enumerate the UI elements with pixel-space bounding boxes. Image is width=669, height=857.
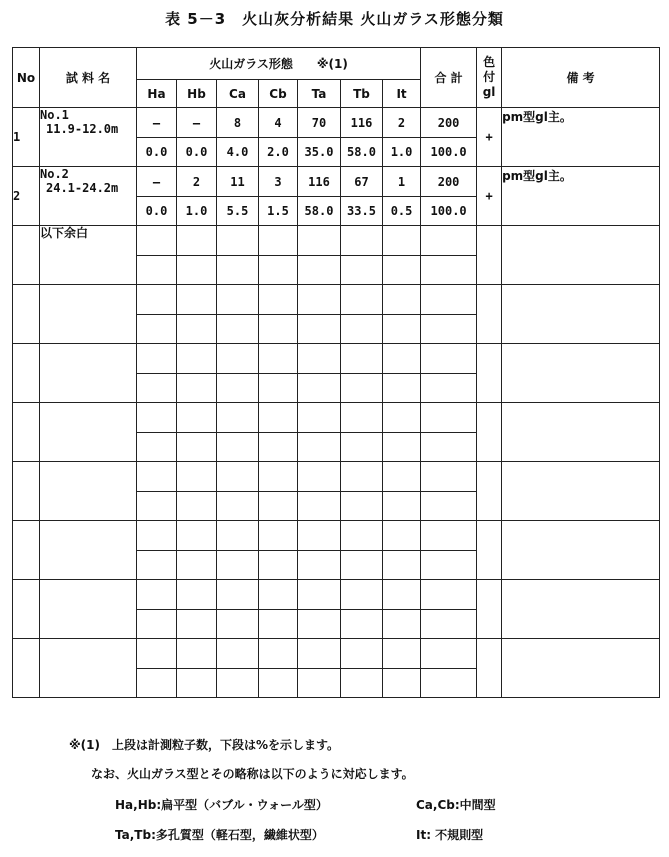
empty-cell [217, 285, 259, 315]
empty-cell [298, 374, 341, 403]
percent-cell: 5.5 [217, 197, 259, 226]
empty-cell [341, 256, 383, 285]
empty-cell [341, 610, 383, 639]
empty-cell [298, 403, 341, 433]
empty-cell [259, 256, 298, 285]
note-it: It: 不規則型 [416, 828, 484, 842]
empty-cell [259, 492, 298, 521]
empty-cell [298, 433, 341, 462]
empty-cell [137, 669, 177, 698]
note-1: ※(1) 上段は計測粒子数，下段は%を示します。 [69, 738, 340, 752]
empty-cell [177, 669, 217, 698]
empty-cell [177, 226, 217, 256]
empty-cell [341, 551, 383, 580]
empty-cell [137, 492, 177, 521]
empty-remark [502, 285, 660, 344]
empty-cell [298, 551, 341, 580]
empty-sample [40, 462, 137, 521]
empty-cell [259, 226, 298, 256]
percent-cell: 1.0 [177, 197, 217, 226]
percent-cell: 4.0 [217, 138, 259, 167]
empty-cell [137, 433, 177, 462]
empty-remark [502, 521, 660, 580]
empty-remark [502, 344, 660, 403]
count-cell: 2 [383, 108, 421, 138]
empty-row [13, 344, 660, 374]
table-row [13, 108, 660, 138]
percent-cell: 0.0 [177, 138, 217, 167]
empty-cell [259, 580, 298, 610]
empty-cell [137, 521, 177, 551]
header-colored: 色付gl [477, 48, 502, 108]
count-cell: 116 [341, 108, 383, 138]
empty-colored [477, 462, 502, 521]
empty-cell [217, 315, 259, 344]
sample-id: No.2 [40, 167, 69, 181]
empty-cell [177, 315, 217, 344]
empty-cell [177, 639, 217, 669]
header-type-ha: Ha [137, 80, 177, 108]
empty-cell [383, 256, 421, 285]
empty-cell [341, 669, 383, 698]
empty-cell [341, 521, 383, 551]
empty-no [13, 521, 40, 580]
empty-cell [421, 374, 477, 403]
empty-cell [421, 226, 477, 256]
empty-cell [421, 462, 477, 492]
percent-cell: 1.5 [259, 197, 298, 226]
empty-cell [217, 256, 259, 285]
glass-morphology-table [12, 47, 660, 698]
empty-cell [259, 669, 298, 698]
empty-cell [383, 610, 421, 639]
empty-cell [298, 256, 341, 285]
empty-cell [259, 462, 298, 492]
empty-cell [421, 551, 477, 580]
empty-cell [341, 315, 383, 344]
empty-cell [341, 285, 383, 315]
percent-cell: 33.5 [341, 197, 383, 226]
empty-cell [259, 344, 298, 374]
remark-cell: pm型gl主。 [502, 167, 660, 226]
empty-cell [383, 344, 421, 374]
empty-colored [477, 403, 502, 462]
count-cell: 8 [217, 108, 259, 138]
empty-no [13, 226, 40, 285]
header-no: No [13, 48, 40, 108]
empty-cell [341, 639, 383, 669]
empty-sample [40, 344, 137, 403]
empty-cell [421, 492, 477, 521]
header-type-ta: Ta [298, 80, 341, 108]
count-cell: 67 [341, 167, 383, 197]
percent-cell: 0.0 [137, 138, 177, 167]
empty-cell [383, 669, 421, 698]
empty-cell [217, 344, 259, 374]
empty-remark [502, 462, 660, 521]
empty-cell [137, 639, 177, 669]
header-type-ca: Ca [217, 80, 259, 108]
empty-cell [421, 669, 477, 698]
empty-cell [259, 610, 298, 639]
colored-glass: + [477, 167, 502, 226]
empty-cell [177, 433, 217, 462]
empty-cell [298, 226, 341, 256]
count-cell: 116 [298, 167, 341, 197]
empty-cell [137, 610, 177, 639]
empty-colored [477, 580, 502, 639]
empty-colored [477, 639, 502, 698]
header-glass-group: 火山ガラス形態 ※(1) [137, 48, 421, 80]
empty-no [13, 639, 40, 698]
empty-cell [177, 610, 217, 639]
empty-cell [217, 433, 259, 462]
percent-cell: 2.0 [259, 138, 298, 167]
count-cell: 3 [259, 167, 298, 197]
empty-cell [217, 610, 259, 639]
empty-remark [502, 580, 660, 639]
empty-cell [177, 492, 217, 521]
empty-cell [259, 551, 298, 580]
empty-cell [341, 492, 383, 521]
empty-no [13, 580, 40, 639]
empty-cell [259, 433, 298, 462]
empty-cell [137, 285, 177, 315]
empty-cell [383, 226, 421, 256]
empty-cell [137, 403, 177, 433]
remark-cell: pm型gl主。 [502, 108, 660, 167]
empty-no [13, 285, 40, 344]
empty-cell [217, 462, 259, 492]
empty-remark [502, 403, 660, 462]
empty-cell [259, 521, 298, 551]
empty-cell [421, 403, 477, 433]
empty-no [13, 344, 40, 403]
header-type-it: It [383, 80, 421, 108]
empty-cell [383, 639, 421, 669]
table-title: 表 5－3 火山灰分析結果 火山ガラス形態分類 [165, 10, 504, 28]
empty-cell [217, 492, 259, 521]
empty-row [13, 580, 660, 610]
empty-cell [217, 639, 259, 669]
percent-cell: 58.0 [298, 197, 341, 226]
empty-cell [177, 403, 217, 433]
empty-cell [421, 344, 477, 374]
empty-sample [40, 521, 137, 580]
empty-no [13, 403, 40, 462]
empty-cell [137, 226, 177, 256]
empty-cell [341, 374, 383, 403]
sample-name [40, 108, 137, 167]
empty-cell [383, 580, 421, 610]
percent-cell: 0.0 [137, 197, 177, 226]
header-type-hb: Hb [177, 80, 217, 108]
count-cell: 11 [217, 167, 259, 197]
empty-cell [383, 521, 421, 551]
percent-cell: 35.0 [298, 138, 341, 167]
row-no: 2 [13, 167, 40, 226]
empty-cell [298, 521, 341, 551]
empty-cell [298, 580, 341, 610]
empty-cell [177, 580, 217, 610]
count-cell: 4 [259, 108, 298, 138]
empty-cell [217, 551, 259, 580]
empty-colored [477, 521, 502, 580]
empty-cell [177, 551, 217, 580]
empty-cell [217, 226, 259, 256]
header-remarks: 備 考 [502, 48, 660, 108]
empty-cell [259, 285, 298, 315]
empty-sample [40, 639, 137, 698]
empty-cell [421, 285, 477, 315]
sample-id: No.1 [40, 108, 69, 122]
empty-cell [421, 433, 477, 462]
empty-cell [177, 521, 217, 551]
empty-cell [298, 639, 341, 669]
empty-cell [137, 315, 177, 344]
empty-cell [298, 610, 341, 639]
empty-cell [137, 344, 177, 374]
percent-total: 100.0 [421, 197, 477, 226]
empty-cell [383, 492, 421, 521]
empty-cell [421, 315, 477, 344]
empty-cell [383, 315, 421, 344]
table-row [13, 167, 660, 197]
empty-cell [217, 374, 259, 403]
empty-row [13, 521, 660, 551]
note-hahb: Ha,Hb:扁平型（バブル・ウォール型） [115, 798, 328, 812]
empty-cell [298, 462, 341, 492]
sample-name [40, 167, 137, 226]
empty-cell [298, 344, 341, 374]
empty-row [13, 226, 660, 256]
percent-total: 100.0 [421, 138, 477, 167]
empty-cell [421, 610, 477, 639]
empty-cell [341, 433, 383, 462]
empty-cell [137, 462, 177, 492]
empty-remark [502, 639, 660, 698]
sample-depth: 24.1-24.2m [46, 181, 119, 195]
empty-cell [421, 256, 477, 285]
empty-cell [217, 403, 259, 433]
count-cell: — [137, 108, 177, 138]
empty-cell [298, 285, 341, 315]
sample-depth: 11.9-12.0m [46, 122, 119, 136]
empty-cell [383, 551, 421, 580]
empty-row [13, 639, 660, 669]
empty-cell [217, 580, 259, 610]
remaining-blank-label: 以下余白 [40, 226, 89, 240]
empty-cell [217, 669, 259, 698]
header-sample: 試 料 名 [40, 48, 137, 108]
empty-cell [259, 403, 298, 433]
empty-cell [341, 462, 383, 492]
empty-cell [421, 639, 477, 669]
count-total: 200 [421, 108, 477, 138]
empty-cell [217, 521, 259, 551]
empty-cell [177, 256, 217, 285]
empty-cell [177, 344, 217, 374]
count-total: 200 [421, 167, 477, 197]
percent-cell: 0.5 [383, 197, 421, 226]
empty-cell [341, 403, 383, 433]
empty-cell [137, 580, 177, 610]
empty-cell [383, 462, 421, 492]
row-no: 1 [13, 108, 40, 167]
empty-row [13, 462, 660, 492]
empty-cell [421, 580, 477, 610]
count-cell: 2 [177, 167, 217, 197]
count-cell: — [177, 108, 217, 138]
empty-cell [421, 521, 477, 551]
empty-sample [40, 403, 137, 462]
note-cacb: Ca,Cb:中間型 [416, 798, 496, 812]
empty-colored [477, 226, 502, 285]
empty-cell [298, 669, 341, 698]
empty-cell [137, 256, 177, 285]
empty-cell [177, 374, 217, 403]
empty-cell [341, 344, 383, 374]
empty-colored [477, 285, 502, 344]
empty-cell [177, 285, 217, 315]
note-2: なお、火山ガラス型とその略称は以下のように対応します。 [91, 767, 414, 781]
empty-cell [383, 285, 421, 315]
empty-cell [298, 492, 341, 521]
empty-row [13, 403, 660, 433]
empty-sample [40, 226, 137, 285]
note-tatb: Ta,Tb:多孔質型（軽石型，繊維状型） [115, 828, 324, 842]
empty-cell [259, 639, 298, 669]
count-cell: 70 [298, 108, 341, 138]
empty-cell [137, 551, 177, 580]
empty-sample [40, 285, 137, 344]
empty-cell [259, 374, 298, 403]
empty-cell [177, 462, 217, 492]
empty-cell [137, 374, 177, 403]
percent-cell: 58.0 [341, 138, 383, 167]
empty-cell [298, 315, 341, 344]
empty-cell [383, 403, 421, 433]
empty-colored [477, 344, 502, 403]
empty-no [13, 462, 40, 521]
colored-glass: + [477, 108, 502, 167]
empty-cell [341, 226, 383, 256]
empty-sample [40, 580, 137, 639]
count-cell: — [137, 167, 177, 197]
header-type-tb: Tb [341, 80, 383, 108]
header-type-cb: Cb [259, 80, 298, 108]
header-total: 合 計 [421, 48, 477, 108]
count-cell: 1 [383, 167, 421, 197]
empty-row [13, 285, 660, 315]
empty-cell [341, 580, 383, 610]
empty-cell [383, 374, 421, 403]
empty-remark [502, 226, 660, 285]
empty-cell [259, 315, 298, 344]
empty-cell [383, 433, 421, 462]
percent-cell: 1.0 [383, 138, 421, 167]
